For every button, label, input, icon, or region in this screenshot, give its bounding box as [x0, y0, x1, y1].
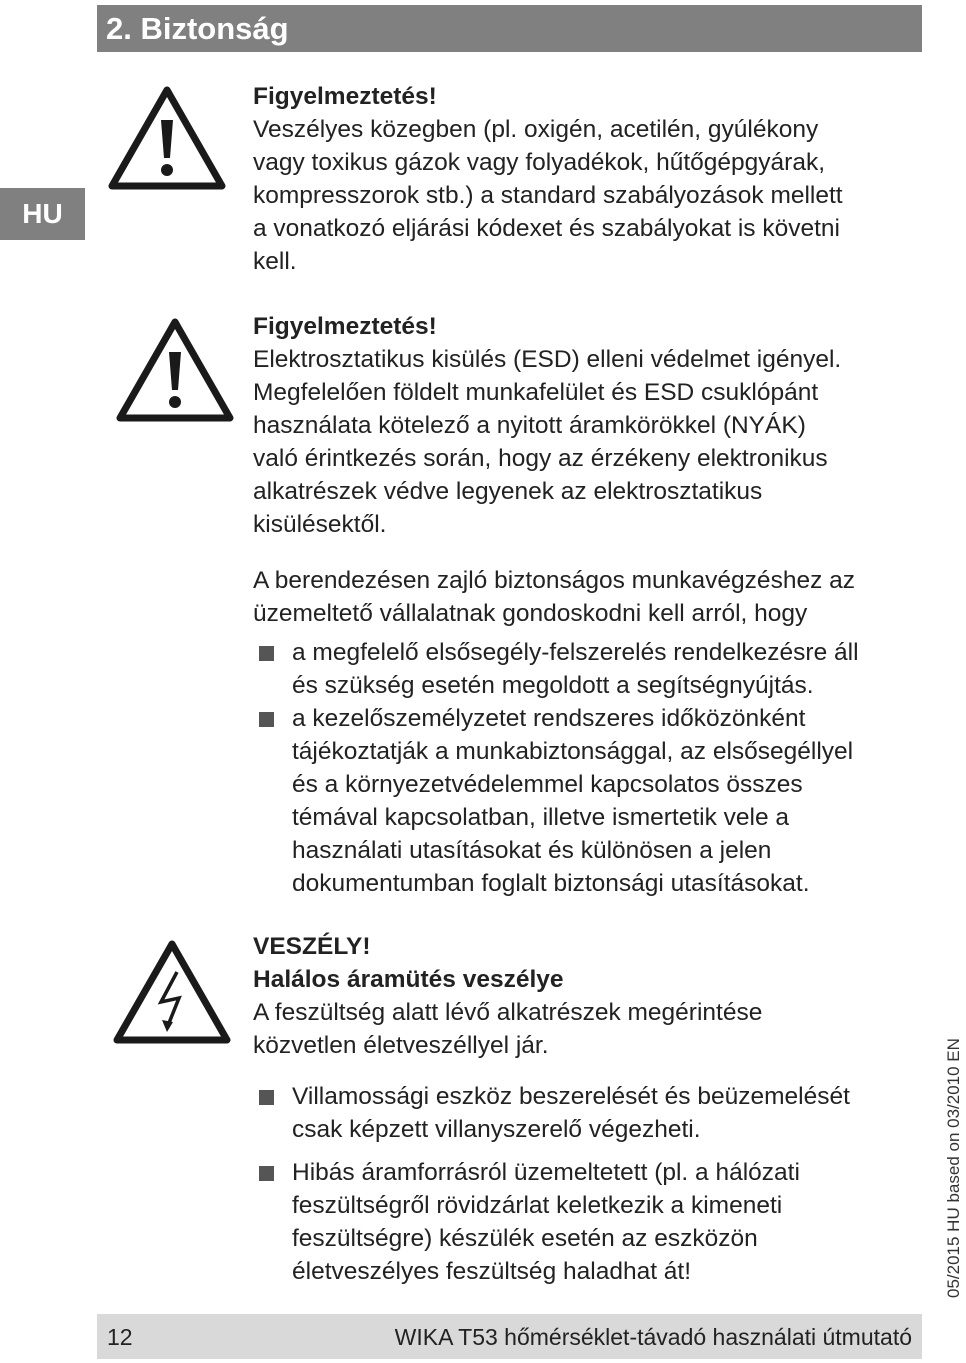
list-item-line: csak képzett villanyszerelő végezheti.: [292, 1116, 701, 1143]
section-header: [97, 5, 922, 52]
danger-bullet-list: [259, 1080, 850, 1288]
warning-text-line: kisülésektől.: [253, 511, 387, 538]
paragraph-line: A berendezésen zajló biztonságos munkavégzéshez az: [253, 567, 855, 594]
warning-text-line: kell.: [253, 248, 297, 275]
list-item-line: és szükség esetén megoldott a segítségnyújtás.: [292, 672, 814, 699]
warning-text-line: vagy toxikus gázok vagy folyadékok, hűtőgépgyárak,: [253, 149, 826, 176]
list-item-line: Villamossági eszköz beszerelését és beüzemelését: [292, 1083, 850, 1110]
list-item-line: témával kapcsolatban, illetve ismertetik vele a: [292, 804, 790, 831]
danger-title: VESZÉLY!: [253, 933, 371, 960]
warning-text-line: Elektrosztatikus kisülés (ESD) elleni védelmet igényel.: [253, 346, 842, 373]
list-item-line: életveszélyes feszültség haladhat át!: [292, 1258, 692, 1285]
operator-intro: [253, 564, 855, 630]
danger-block: [253, 930, 762, 1062]
page-footer: [97, 1314, 922, 1359]
list-item: [259, 636, 859, 702]
bullet-square-icon: [259, 646, 274, 661]
warning-text-line: alkatrészek védve legyenek az elektrosztatikus: [253, 478, 763, 505]
warning-text-line: kompresszorok stb.) a standard szabályozások mellett: [253, 182, 843, 209]
bullet-square-icon: [259, 1166, 274, 1181]
warning-title: Figyelmeztetés!: [253, 83, 437, 110]
danger-subtitle: Halálos áramütés veszélye: [253, 966, 564, 993]
list-item-line: Hibás áramforrásról üzemeltetett (pl. a hálózati: [292, 1159, 800, 1186]
list-item: [259, 702, 859, 900]
electric-shock-warning-icon: [113, 940, 231, 1044]
operator-bullet-list: [259, 636, 859, 900]
section-title: 2. Biztonság: [106, 11, 289, 46]
list-item-line: feszültségről rövidzárlat keletkezik a kimeneti: [292, 1192, 783, 1219]
bullet-square-icon: [259, 712, 274, 727]
list-item-line: tájékoztatják a munkabiztonsággal, az elsősegéllyel: [292, 738, 854, 765]
warning-title: Figyelmeztetés!: [253, 313, 437, 340]
bullet-square-icon: [259, 1090, 274, 1105]
page-number: 12: [107, 1324, 133, 1350]
warning-text-line: a vonatkozó eljárási kódexet és szabályokat is követni: [253, 215, 840, 242]
list-item: [259, 1080, 850, 1146]
language-tab: HU: [0, 188, 85, 240]
warning-block-2: [253, 310, 841, 541]
warning-block-1: [253, 80, 843, 278]
warning-text-line: használata kötelező a nyitott áramkörökkel (NYÁK): [253, 412, 806, 439]
paragraph-line: üzemeltető vállalatnak gondoskodni kell arról, hogy: [253, 600, 808, 627]
warning-triangle-icon: [108, 86, 226, 190]
warning-triangle-icon: [116, 318, 234, 422]
list-item-line: használati utasításokat és különösen a jelen: [292, 837, 772, 864]
danger-text-line: közvetlen életveszéllyel jár.: [253, 1032, 549, 1059]
warning-text-line: való érintkezés során, hogy az érzékeny elektronikus: [253, 445, 828, 472]
danger-text-line: A feszültség alatt lévő alkatrészek megérintése: [253, 999, 763, 1026]
list-item-line: és a környezetvédelemmel kapcsolatos összes: [292, 771, 803, 798]
document-version-note: 05/2015 HU based on 03/2010 EN: [944, 1038, 963, 1298]
list-item-line: a megfelelő elsősegély-felszerelés rendelkezésre áll: [292, 639, 859, 666]
list-item-line: feszültségre) készülék esetén az eszközön: [292, 1225, 758, 1252]
warning-text-line: Megfelelően földelt munkafelület és ESD csuklópánt: [253, 379, 819, 406]
list-item-line: dokumentumban foglalt biztonsági utasításokat.: [292, 870, 810, 897]
list-item: [259, 1156, 850, 1288]
warning-text-line: Veszélyes közegben (pl. oxigén, acetilén, gyúlékony: [253, 116, 819, 143]
list-item-line: a kezelőszemélyzetet rendszeres időközönként: [292, 705, 806, 732]
document-title: WIKA T53 hőmérséklet-távadó használati útmutató: [394, 1324, 912, 1350]
